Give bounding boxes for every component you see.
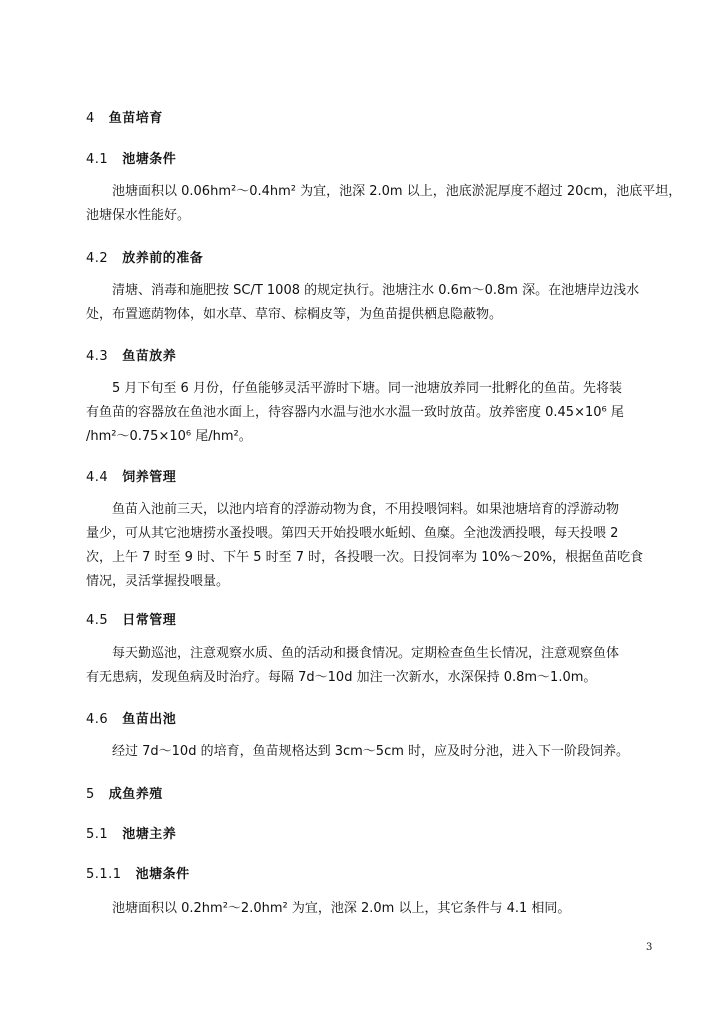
heading-5-1-1: [86, 863, 190, 882]
heading-title: 成鱼养殖: [108, 787, 163, 802]
heading-number: 4: [86, 111, 95, 126]
heading-5-1: [86, 823, 176, 842]
heading-4-4: [86, 466, 176, 485]
text-line: 池塘面积以 0.06hm²～0.4hm² 为宜，池深 2.0m 以上，池底淤泥厚度不超过 20cm，池底平坦，: [112, 184, 682, 199]
heading-number: 4.5: [86, 613, 109, 628]
text-line: 5 月下旬至 6 月份，仔鱼能够灵活平游时下塘。同一池塘放养同一批孵化的鱼苗。先将装: [112, 381, 622, 396]
heading-title: 池塘主养: [122, 827, 177, 842]
heading-number: 4.3: [86, 349, 109, 364]
heading-5: [86, 783, 163, 802]
heading-number: 5: [86, 787, 95, 802]
heading-title: 鱼苗放养: [122, 349, 177, 364]
heading-title: 池塘条件: [122, 152, 177, 167]
paragraph-5-1-1: [86, 897, 656, 921]
heading-4-1: [86, 148, 176, 167]
paragraph-4-1: [86, 180, 682, 228]
heading-title: 饲养管理: [122, 470, 177, 485]
heading-4-6: [86, 708, 176, 727]
paragraph-4-3: [86, 377, 656, 449]
text-line: /hm²～0.75×10⁶ 尾/hm²。: [86, 429, 252, 444]
heading-title: 日常管理: [122, 613, 177, 628]
paragraph-4-2: [86, 279, 656, 327]
paragraph-4-5: [86, 642, 656, 690]
text-line: 次，上午 7 时至 9 时、下午 5 时至 7 时，各投喂一次。日投饲率为 10%～20%，根据鱼苗吃食: [86, 550, 644, 565]
text-line: 有无患病，发现鱼病及时治疗。每隔 7d～10d 加注一次新水，水深保持 0.8m～1.0m。: [86, 670, 597, 685]
text-line: 经过 7d～10d 的培育，鱼苗规格达到 3cm～5cm 时，应及时分池，进入下一阶段饲养。: [112, 744, 630, 759]
text-line: 处，布置遮荫物体，如水草、草帘、棕榈皮等，为鱼苗提供栖息隐蔽物。: [86, 307, 503, 322]
heading-title: 鱼苗培育: [108, 111, 163, 126]
heading-4: [86, 107, 163, 126]
text-line: 情况，灵活掌握投喂量。: [86, 574, 230, 589]
heading-4-2: [86, 247, 203, 266]
heading-number: 4.1: [86, 152, 109, 167]
text-line: 池塘面积以 0.2hm²～2.0hm² 为宜，池深 2.0m 以上，其它条件与 4.1 相同。: [112, 901, 571, 916]
text-line: 每天勤巡池，注意观察水质、鱼的活动和摄食情况。定期检查鱼生长情况，注意观察鱼体: [112, 646, 620, 661]
text-line: 量少，可从其它池塘捞水蚤投喂。第四天开始投喂水蚯蚓、鱼糜。全池泼洒投喂，每天投喂 2: [86, 526, 619, 541]
heading-number: 4.4: [86, 470, 109, 485]
text-line: 鱼苗入池前三天，以池内培育的浮游动物为食，不用投喂饲料。如果池塘培育的浮游动物: [112, 502, 620, 517]
heading-title: 鱼苗出池: [122, 712, 177, 727]
heading-title: 放养前的准备: [122, 251, 204, 266]
heading-4-3: [86, 345, 176, 364]
page-number: 3: [646, 942, 653, 953]
text-line: 清塘、消毒和施肥按 SC/T 1008 的规定执行。池塘注水 0.6m～0.8m 深。在池塘岸边浅水: [112, 283, 640, 298]
text-line: 有鱼苗的容器放在鱼池水面上，待容器内水温与池水水温一致时放苗。放养密度 0.45×10⁶ 尾: [86, 405, 624, 420]
heading-number: 5.1.1: [86, 867, 122, 882]
heading-number: 5.1: [86, 827, 109, 842]
heading-number: 4.6: [86, 712, 109, 727]
paragraph-4-6: [86, 740, 656, 764]
paragraph-4-4: [86, 498, 656, 594]
heading-4-5: [86, 609, 176, 628]
heading-number: 4.2: [86, 251, 109, 266]
heading-title: 池塘条件: [135, 867, 190, 882]
text-line: 池塘保水性能好。: [86, 208, 191, 223]
